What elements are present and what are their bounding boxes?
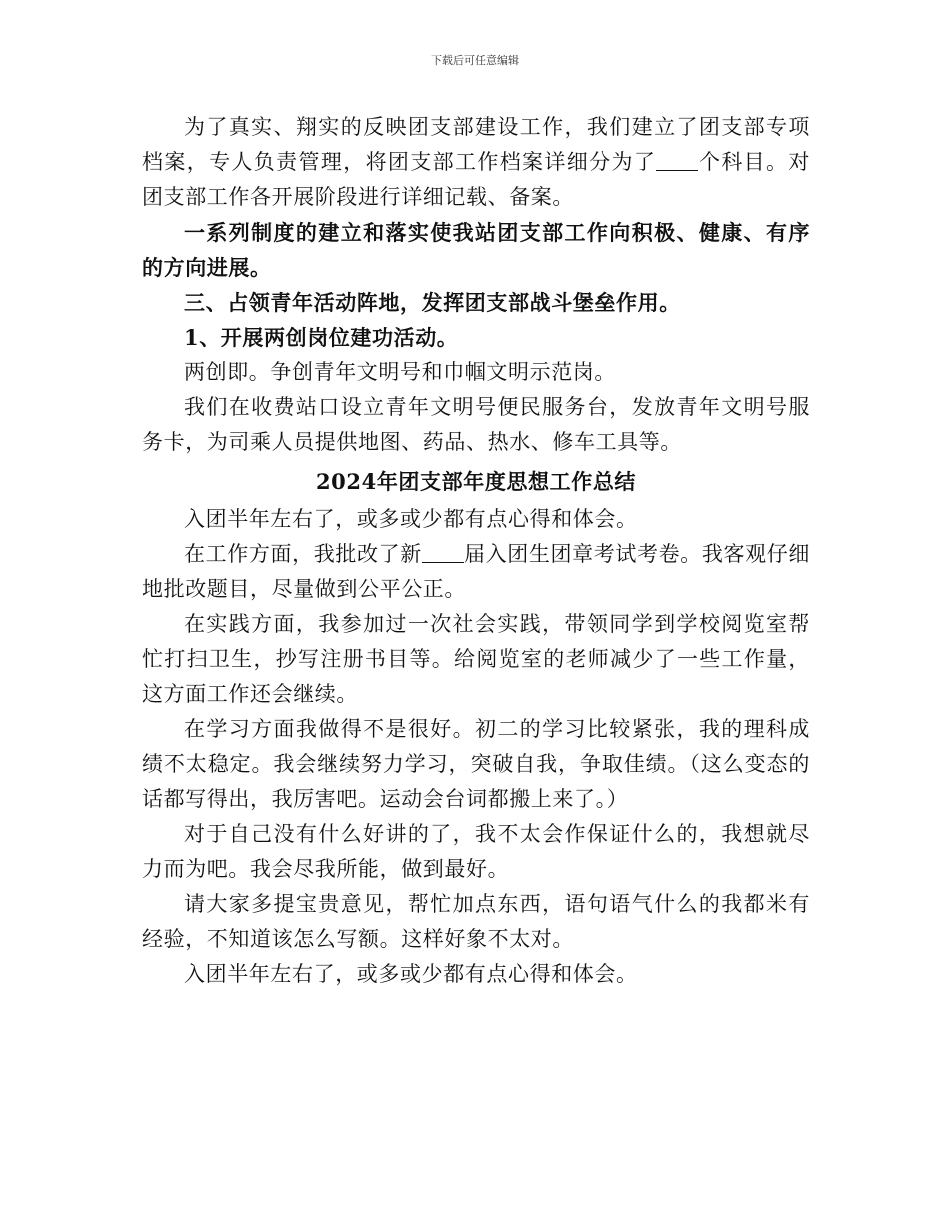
fill-blank (656, 149, 698, 171)
paragraph-system: 一系列制度的建立和落实使我站团支部工作向积极、健康、有序的方向进展。 (142, 220, 810, 280)
paragraph-self: 对于自己没有什么好讲的了，我不太会作保证什么的，我想就尽力而为吧。我会尽我所能，做到最好。 (142, 822, 810, 881)
document-title: 2024年团支部年度思想工作总结 (315, 469, 637, 494)
paragraph-feedback: 请大家多提宝贵意见，帮忙加点东西，语句语气什么的我都米有经验，不知道该怎么写额。这样好象不太对。 (142, 892, 810, 951)
heading-section-three: 三、占领青年活动阵地，发挥团支部战斗堡垒作用。 (184, 290, 681, 315)
paragraph-closing: 入团半年左右了，或多或少都有点心得和体会。 (184, 962, 638, 986)
page-header: 下载后可任意编辑 (431, 54, 519, 67)
paragraph-work (142, 537, 810, 607)
paragraph-two-creations: 两创即。争创青年文明号和巾帼文明示范岗。 (184, 360, 616, 384)
heading-item-one: 1、开展两创岗位建功活动。 (184, 325, 459, 350)
paragraph-service-desk: 我们在收费站口设立青年文明号便民服务台，发放青年文明号服务卡，为司乘人员提供地图、药品、热水、修车工具等。 (142, 395, 810, 454)
paragraph-archive-part1: 为了真实、翔实的反映团支部建设工作，我们建立了团支部专项档案，专人负责管理，将团支部工作档案详细分为了 (142, 115, 810, 174)
fill-blank (422, 541, 464, 563)
paragraph-work-part2: 届入团生团章考试考卷。我客观仔细地批改题目，尽量做到公平公正。 (142, 542, 810, 601)
paragraph-practice: 在实践方面，我参加过一次社会实践，带领同学到学校阅览室帮忙打扫卫生，抄写注册书目等。给阅览室的老师减少了一些工作量，这方面工作还会继续。 (142, 612, 810, 706)
paragraph-study: 在学习方面我做得不是很好。初二的学习比较紧张，我的理科成绩不太稳定。我会继续努力学习，突破自我，争取佳绩。（这么变态的话都写得出，我厉害吧。运动会台词都搬上来了。） (142, 717, 810, 811)
paragraph-archive (142, 110, 810, 215)
paragraph-archive-part2: 个科目。对团支部工作各开展阶段进行详细记载、备案。 (142, 150, 810, 209)
paragraph-intro: 入团半年左右了，或多或少都有点心得和体会。 (184, 507, 638, 531)
document-body (142, 110, 810, 992)
paragraph-work-part1: 在工作方面，我批改了新 (184, 542, 422, 566)
